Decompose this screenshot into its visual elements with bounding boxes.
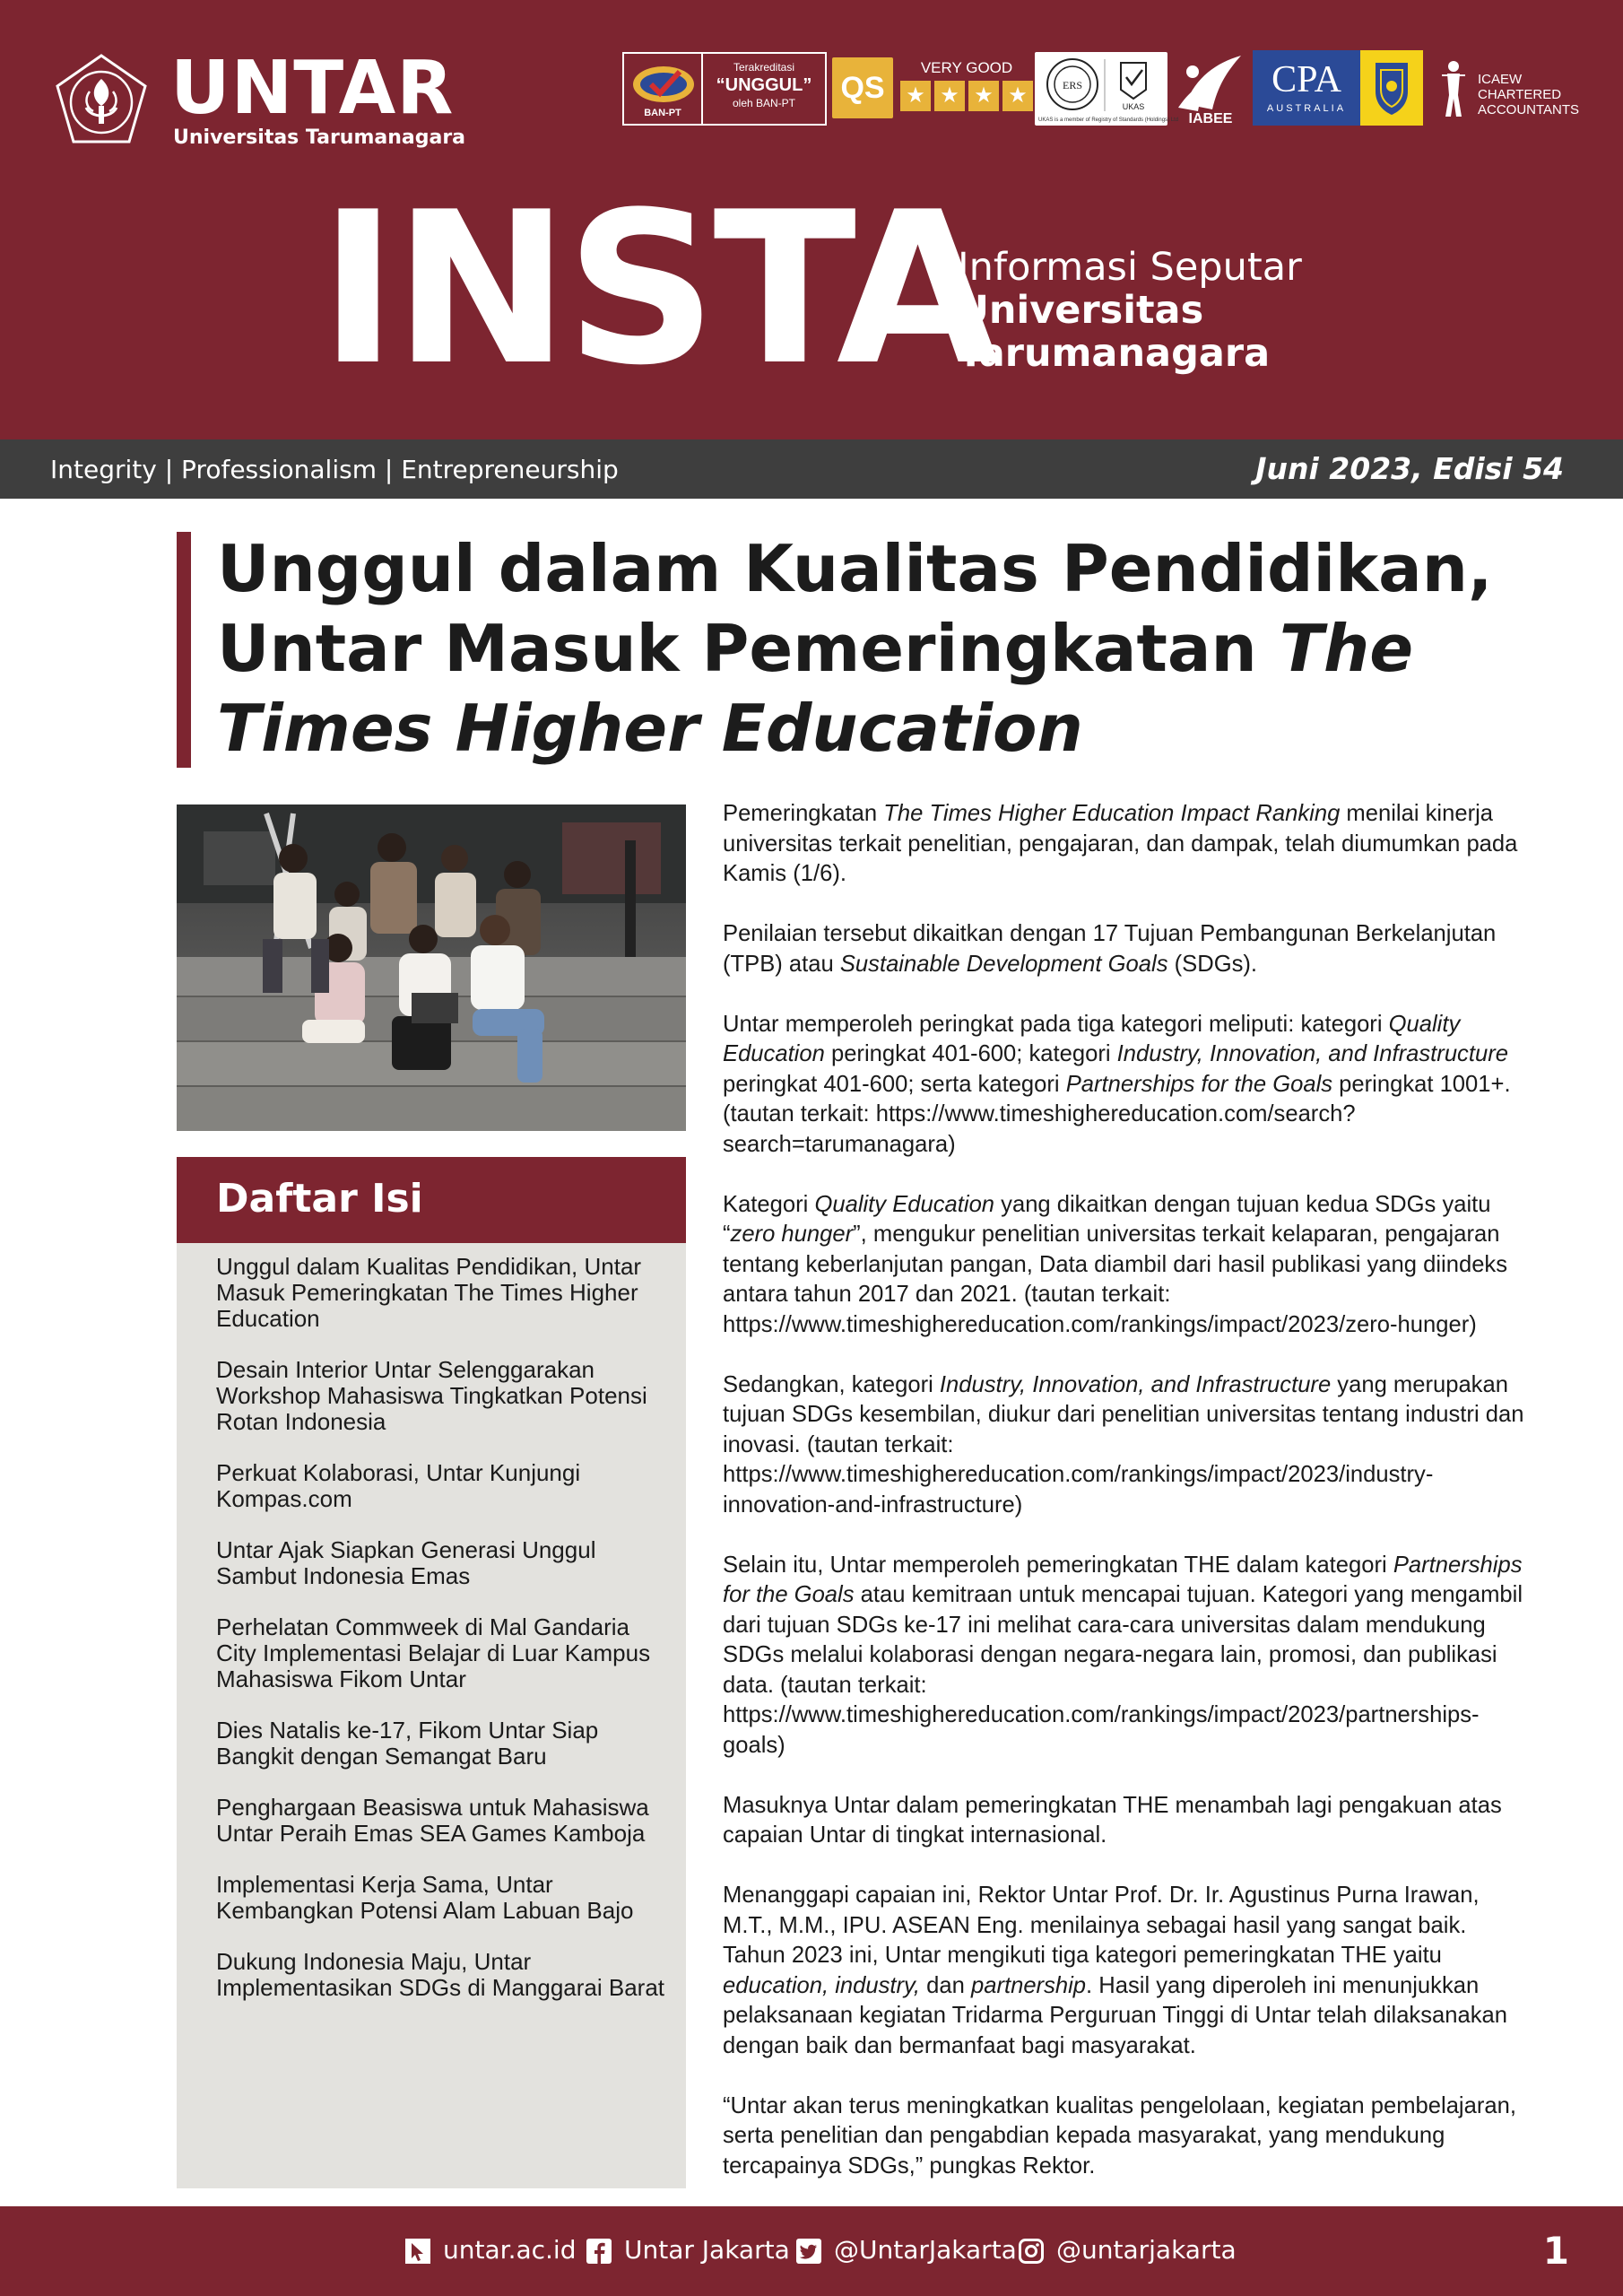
article-paragraph-9: “Untar akan terus meningkatkan kualitas pengelolaan, kegiatan pembelajaran, serta penelitian dan pengabdian kepada masyarakat, yang mendukung tercapainya SDGs,” pungkas Rektor. [723,2092,1516,2179]
page-number: 1 [1542,2229,1569,2273]
iabee-caption: IABEE [1188,111,1233,126]
toc-title: Daftar Isi [216,1176,423,1222]
footer-twitter-link[interactable]: @UntarJakarta [834,2235,1017,2265]
qs-rating-label: VERY GOOD [920,59,1013,76]
cpa-australia-logo [1253,50,1360,126]
star-icon: ★ [900,81,931,111]
toc-item[interactable]: Penghargaan Beasiswa untuk Mahasiswa Untar Peraih Emas SEA Games Kamboja [216,1794,649,1847]
text-run: atau kemitraan untuk mencapai tujuan. Kategori yang mengambil dari tujuan SDGs ke-17 ini melihat cara-cara universitas dalam mendukung SDGs melalui kolaborasi dengan negara-negara lain, promosi, dan publikasi data. (tautan terkait: https://www.timeshighereducation.com/rankings/impact/2023/partnerships-goals) [723,1582,1523,1758]
page-title [217,529,1517,769]
insta-university-line-2: Tarumanagara [958,331,1271,376]
toc-item[interactable]: Untar Ajak Siapkan Generasi Unggul Sambut Indonesia Emas [216,1536,596,1589]
toc-item[interactable]: Dies Natalis ke-17, Fikom Untar Siap Bangkit dengan Semangat Baru [216,1717,599,1770]
text-run: . Hasil yang diperoleh ini menunjukkan pelaksanaan kegiatan Tridarma Perguruan Tinggi di Untar telah dilaksanakan dengan baik dan bermanfaat bagi masyarakat. [723,1972,1507,2058]
star-icon: ★ [1002,81,1033,111]
italic-run: zero hunger [730,1222,854,1247]
text-run: Untar memperoleh peringkat pada tiga kategori meliputi: kategori [723,1011,1389,1037]
banpt-accreditation-badge [622,52,827,126]
icaew-line-2: CHARTERED [1478,87,1562,102]
italic-run: The Times Higher Education Impact Ranking [883,801,1341,826]
table-of-contents [177,1243,686,2188]
star-icon: ★ [968,81,999,111]
toc-item[interactable]: Implementasi Kerja Sama, Untar Kembangkan Potensi Alam Labuan Bajo [216,1871,634,1924]
cpa-crest [1360,50,1423,126]
icaew-text [1478,72,1579,117]
photo-illustration [177,804,686,1131]
icaew-line-3: ACCOUNTANTS [1478,102,1580,117]
text-run: Penilaian tersebut dikaitkan dengan 17 Tujuan Pembangunan Berkelanjutan (TPB) atau [723,921,1497,977]
cpa-text: CPA [1271,59,1341,100]
insta-info-line: Informasi Seputar [958,245,1302,290]
toc-item[interactable]: Perhelatan Commweek di Mal Gandaria City Implementasi Belajar di Luar Kampus Mahasiswa Fikom Untar [216,1613,651,1692]
text-run: Kategori [723,1191,815,1217]
cursor-icon [405,2239,430,2264]
text-run: menilai kinerja universitas terkait penelitian, pengajaran, dan dampak, telah diumumkan pada Kamis (1/6). [723,801,1518,886]
iso-ukas-certification [1035,52,1179,126]
footer [0,2206,1623,2296]
italic-run: Quality Education [814,1191,995,1217]
article-paragraph-6 [723,1551,1530,1761]
footer-instagram-link[interactable]: @untarjakarta [1056,2235,1237,2265]
icaew-line-1: ICAEW [1478,72,1523,87]
text-run: peringkat 401-600; serta kategori [723,1071,1066,1097]
article-paragraph-8 [723,1881,1530,2061]
text-run: dan [920,1972,971,1998]
accreditation-line-2: “UNGGUL” [716,75,812,95]
text-run: Pemeringkatan [723,801,884,826]
text-run: Menanggapi capaian ini, Rektor Untar Prof. Dr. Ir. Agustinus Purna Irawan, M.T., M.M., IPU. ASEAN Eng. menilainya sebagai hasil yang sangat baik. Tahun 2023 ini, Untar mengikuti tiga kategori pemeringkatan THE yaitu [723,1883,1480,1968]
certification-seals-icon [1035,54,1167,117]
svg-text:ERS: ERS [1062,79,1083,91]
qs-logo: QS [832,57,893,118]
text-run: yang dikaitkan dengan tujuan kedua SDGs yaitu “ [723,1191,1491,1247]
toc-item[interactable]: Dukung Indonesia Maju, Untar Implementasikan SDGs di Manggarai Barat [216,1948,665,2001]
text-run: peringkat 1001+. (tautan terkait: https://www.timeshighereducation.com/search?search=tarumanagara) [723,1071,1511,1157]
title-line-2: Untar Masuk Pemeringkatan [217,611,1280,686]
italic-run: Sustainable Development Goals [839,951,1168,977]
cpa-subtext: AUSTRALIA [1266,103,1347,114]
untar-seal-logo-icon [52,52,151,147]
italic-run: Industry, Innovation, and Infrastructure [1116,1041,1508,1066]
italic-run: Industry, Innovation, and Infrastructure [939,1371,1332,1397]
toc-item[interactable]: Unggul dalam Kualitas Pendidikan, Untar Masuk Pemeringkatan The Times Higher Education [216,1253,642,1332]
italic-run: education, industry, [723,1972,921,1998]
title-line-1: Unggul dalam Kualitas Pendidikan, [217,531,1493,606]
insta-university-line-1: Universitas [958,288,1204,333]
footer-facebook-link[interactable]: Untar Jakarta [624,2235,790,2265]
accreditation-line-3: oleh BAN-PT [732,97,796,109]
italic-run: Quality Education [723,1011,1461,1066]
article-paragraph-3 [723,1010,1530,1161]
article-paragraph-7: Masuknya Untar dalam pemeringkatan THE menambah lagi pengakuan atas capaian Untar di tingkat internasional. [723,1792,1502,1848]
toc-item[interactable]: Desain Interior Untar Selenggarakan Workshop Mahasiswa Tingkatkan Potensi Rotan Indonesia [216,1356,647,1435]
banpt-caption: BAN-PT [644,108,681,118]
facebook-icon [586,2239,612,2264]
title-accent-bar [177,532,191,768]
twitter-icon [796,2239,821,2264]
title-line-3: Times Higher Education [217,691,1083,766]
footer-website-link[interactable]: untar.ac.id [443,2235,577,2265]
accreditation-line-1: Terakreditasi [733,61,795,74]
toc-header [177,1157,686,1243]
title-line-2-italic: The [1279,611,1414,686]
banpt-check-icon [624,59,703,113]
star-icon: ★ [934,81,965,111]
logo-wordmark: UNTAR [170,46,455,131]
logo-subtitle: Universitas Tarumanagara [173,126,466,149]
banpt-text [703,54,825,124]
certification-caption: UKAS is a member of Registry of Standards (Holdings) Ltd [1038,117,1179,123]
article-paragraph-1 [723,799,1530,890]
toc-list [216,1254,664,2026]
text-run: ”, mengukur penelitian universitas terkait kelaparan, pengajaran tentang keberlanjutan pangan, Data diambil dari hasil publikasi yang diindeks antara tahun 2017 dan 2021. (tautan terkait: https://www.timeshighereducation.com/rankings/impact/2023/zero-hunger) [723,1222,1508,1337]
students-photo [177,804,686,1131]
instagram-icon [1019,2239,1044,2264]
text-run: peringkat 401-600; kategori [824,1041,1117,1066]
italic-run: partnership [970,1972,1087,1998]
tagline: Integrity | Professionalism | Entrepreneurship [50,455,619,484]
text-run: Sedangkan, kategori [723,1371,940,1397]
article-body [723,799,1530,2212]
masthead [0,0,1623,439]
text-run: Selain itu, Untar memperoleh pemeringkatan THE dalam kategori [723,1552,1393,1578]
italic-run: Partnerships for the Goals [723,1552,1523,1607]
text-run: (SDGs). [1167,951,1258,977]
tagline-bar [0,439,1623,499]
italic-run: Partnerships for the Goals [1065,1071,1333,1097]
crest-icon [1360,50,1423,126]
edition-date: Juni 2023, Edisi 54 [1255,451,1564,486]
svg-text:UKAS: UKAS [1122,102,1145,111]
banpt-emblem [624,54,703,124]
text-run: yang merupakan tujuan SDGs kesembilan, diukur dari penelitian universitas tentang industri dan inovasi. (tautan terkait: https://www.timeshighereducation.com/rankings/impact/2023/industry-innovation-and-infrastructure) [723,1371,1524,1518]
article-paragraph-2 [723,919,1530,979]
qs-stars [900,81,1033,111]
article-paragraph-4 [723,1190,1530,1341]
article-paragraph-5 [723,1370,1530,1521]
icaew-figure-icon [1438,59,1469,118]
insta-masthead: INSTA [319,168,995,412]
toc-item[interactable]: Perkuat Kolaborasi, Untar Kunjungi Kompas.com [216,1459,581,1512]
